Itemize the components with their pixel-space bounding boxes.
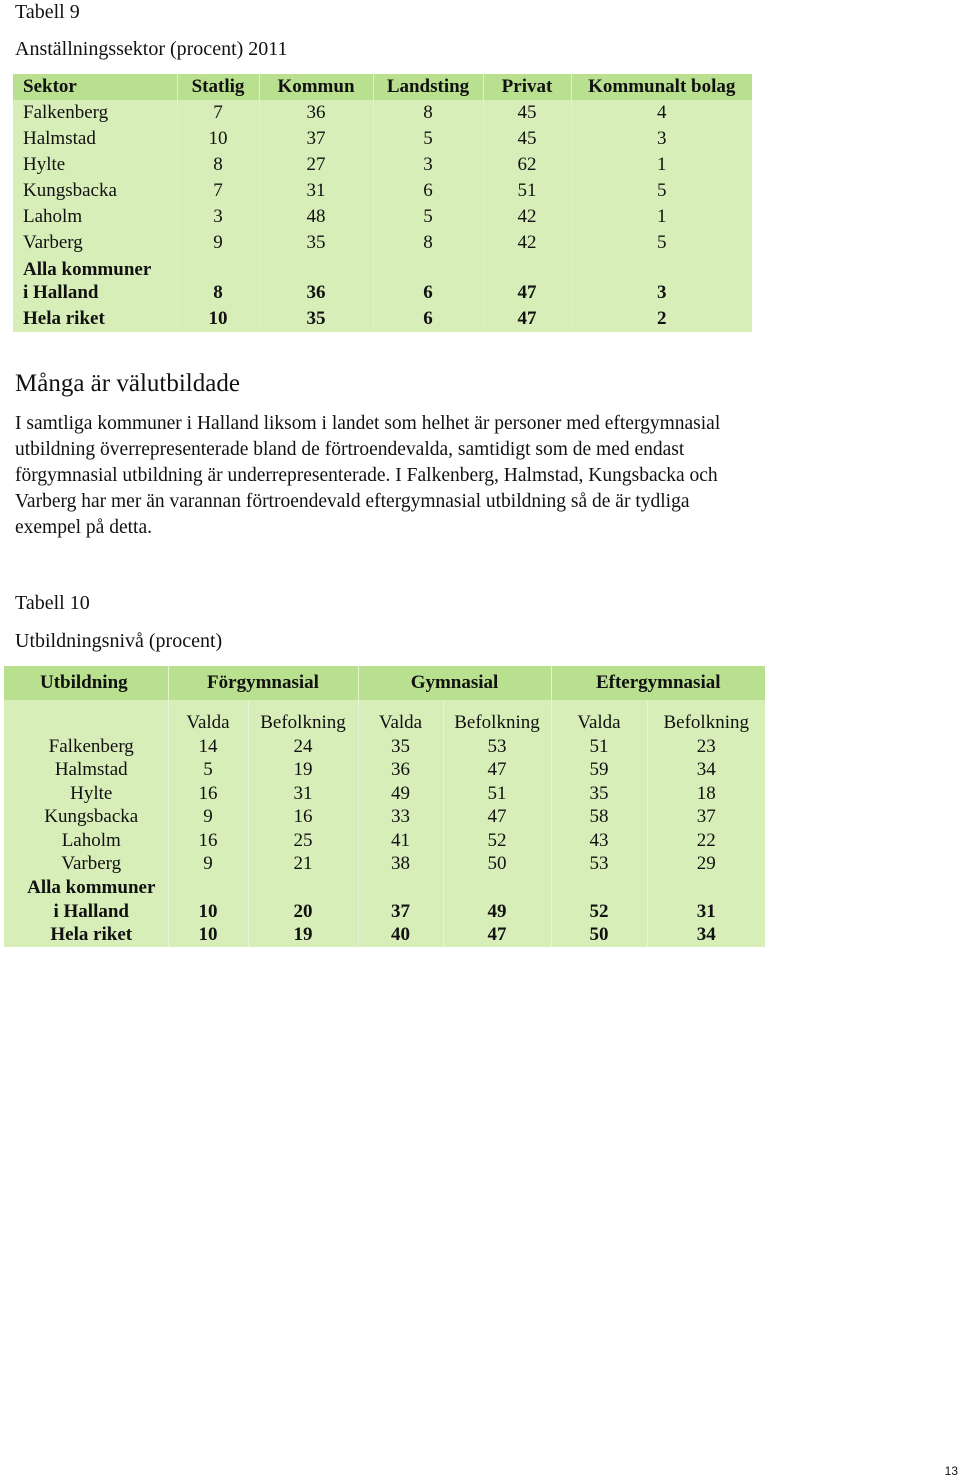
cell: 5	[168, 759, 248, 783]
cell: 50	[443, 853, 551, 877]
cell: 47	[443, 806, 551, 830]
cell: 37	[647, 806, 765, 830]
row-label: Kungsbacka	[4, 806, 168, 830]
cell: 34	[647, 759, 765, 783]
cell: 47	[443, 923, 551, 947]
column-subheader: Valda	[358, 700, 443, 735]
cell: 47	[483, 306, 571, 332]
table-row	[13, 204, 752, 230]
cell: 36	[358, 759, 443, 783]
cell: 6	[373, 256, 483, 306]
table-row	[4, 759, 765, 783]
page-number: 13	[944, 1464, 958, 1478]
column-header: Kommun	[259, 74, 373, 100]
table9	[13, 74, 752, 332]
table-row	[13, 230, 752, 256]
cell: 3	[571, 126, 752, 152]
cell: 22	[647, 829, 765, 853]
cell: 16	[248, 806, 358, 830]
cell: 51	[443, 782, 551, 806]
cell: 25	[248, 829, 358, 853]
cell: 10	[177, 306, 259, 332]
cell: 35	[259, 230, 373, 256]
table-row-total	[4, 923, 765, 947]
row-label	[13, 256, 177, 306]
cell: 7	[177, 100, 259, 126]
column-header: Statlig	[177, 74, 259, 100]
column-header: Privat	[483, 74, 571, 100]
cell: 6	[373, 178, 483, 204]
row-label-line: i Halland	[53, 900, 129, 922]
row-label: Hela riket	[4, 923, 168, 947]
cell: 35	[259, 306, 373, 332]
cell: 52	[551, 876, 647, 923]
cell: 9	[168, 853, 248, 877]
row-label: Falkenberg	[13, 100, 177, 126]
cell: 10	[177, 126, 259, 152]
cell: 24	[248, 735, 358, 759]
cell: 38	[358, 853, 443, 877]
cell: 42	[483, 230, 571, 256]
row-label-line: Alla kommuner	[23, 259, 152, 280]
section-heading: Många är välutbildade	[15, 370, 240, 397]
row-label: Varberg	[13, 230, 177, 256]
cell: 29	[647, 853, 765, 877]
cell: 6	[373, 306, 483, 332]
cell: 50	[551, 923, 647, 947]
cell: 35	[551, 782, 647, 806]
row-label: Laholm	[4, 829, 168, 853]
table10-caption: Utbildningsnivå (procent)	[15, 630, 223, 652]
cell: 33	[358, 806, 443, 830]
cell: 19	[248, 759, 358, 783]
column-subheader: Valda	[551, 700, 647, 735]
table-group-header-row	[4, 666, 765, 700]
column-subheader: Valda	[168, 700, 248, 735]
table10-label: Tabell 10	[15, 592, 90, 614]
table-row	[13, 152, 752, 178]
row-label-line: Alla kommuner	[27, 877, 156, 898]
cell: 42	[483, 204, 571, 230]
table-row	[4, 782, 765, 806]
cell: 3	[177, 204, 259, 230]
cell: 9	[168, 806, 248, 830]
cell: 31	[259, 178, 373, 204]
cell: 36	[259, 256, 373, 306]
cell: 41	[358, 829, 443, 853]
column-subheader: Befolkning	[443, 700, 551, 735]
cell: 5	[373, 204, 483, 230]
cell: 48	[259, 204, 373, 230]
table-row	[13, 178, 752, 204]
table-row	[4, 735, 765, 759]
cell: 51	[551, 735, 647, 759]
table-subheader-row	[4, 700, 765, 735]
table-row	[4, 853, 765, 877]
cell: 31	[248, 782, 358, 806]
cell: 16	[168, 829, 248, 853]
cell: 35	[358, 735, 443, 759]
cell: 1	[571, 204, 752, 230]
cell: 5	[571, 178, 752, 204]
table9-caption: Anställningssektor (procent) 2011	[15, 38, 288, 60]
column-header: Sektor	[13, 74, 177, 100]
column-subheader: Befolkning	[248, 700, 358, 735]
cell: 53	[551, 853, 647, 877]
body-paragraph: I samtliga kommuner i Halland liksom i landet som helhet är personer med eftergymnasial utbildning överrepresenterade bland de förtroendevalda, samtidigt som de med endast förgymnasial utbildning är underrepresenterade. I Falkenberg, Halmstad, Kungsbacka och Varberg har mer än varannan förtroendevald eftergymnasial utbildning så de är tydliga exempel på detta.	[15, 413, 721, 538]
cell: 1	[571, 152, 752, 178]
cell: 14	[168, 735, 248, 759]
table-header-row	[13, 74, 752, 100]
cell: 31	[647, 876, 765, 923]
cell: 8	[373, 100, 483, 126]
cell: 47	[443, 759, 551, 783]
table-row	[13, 126, 752, 152]
row-label: Hela riket	[13, 306, 177, 332]
row-label: Hylte	[13, 152, 177, 178]
table-row-total	[4, 876, 765, 923]
cell: 10	[168, 876, 248, 923]
cell: 23	[647, 735, 765, 759]
cell: 45	[483, 126, 571, 152]
row-label-line: i Halland	[23, 282, 99, 303]
cell: 7	[177, 178, 259, 204]
table-row-total	[13, 306, 752, 332]
cell: 18	[647, 782, 765, 806]
cell: 37	[358, 876, 443, 923]
cell: 34	[647, 923, 765, 947]
cell: 43	[551, 829, 647, 853]
cell: 58	[551, 806, 647, 830]
cell: 59	[551, 759, 647, 783]
row-label: Falkenberg	[4, 735, 168, 759]
table-row	[4, 806, 765, 830]
cell: 4	[571, 100, 752, 126]
column-group-header: Eftergymnasial	[551, 666, 765, 700]
column-group-header: Utbildning	[4, 666, 168, 700]
cell: 27	[259, 152, 373, 178]
row-label: Halmstad	[4, 759, 168, 783]
cell: 37	[259, 126, 373, 152]
table9-label: Tabell 9	[15, 1, 80, 23]
cell: 62	[483, 152, 571, 178]
row-label: Halmstad	[13, 126, 177, 152]
row-label: Laholm	[13, 204, 177, 230]
row-label: Kungsbacka	[13, 178, 177, 204]
cell: 8	[177, 152, 259, 178]
cell: 20	[248, 876, 358, 923]
column-group-header: Förgymnasial	[168, 666, 358, 700]
cell: 16	[168, 782, 248, 806]
cell: 5	[373, 126, 483, 152]
table-row-total	[13, 256, 752, 306]
column-group-header: Gymnasial	[358, 666, 551, 700]
cell: 51	[483, 178, 571, 204]
empty-cell	[4, 700, 168, 735]
cell: 9	[177, 230, 259, 256]
table-row	[4, 829, 765, 853]
column-subheader: Befolkning	[647, 700, 765, 735]
cell: 8	[373, 230, 483, 256]
row-label: Hylte	[4, 782, 168, 806]
table-row	[13, 100, 752, 126]
row-label: Varberg	[4, 853, 168, 877]
column-header: Kommunalt bolag	[571, 74, 752, 100]
row-label	[4, 876, 168, 923]
table10	[4, 666, 765, 947]
cell: 10	[168, 923, 248, 947]
cell: 53	[443, 735, 551, 759]
cell: 36	[259, 100, 373, 126]
cell: 49	[358, 782, 443, 806]
cell: 40	[358, 923, 443, 947]
cell: 19	[248, 923, 358, 947]
cell: 49	[443, 876, 551, 923]
cell: 3	[373, 152, 483, 178]
cell: 52	[443, 829, 551, 853]
cell: 45	[483, 100, 571, 126]
column-header: Landsting	[373, 74, 483, 100]
cell: 3	[571, 256, 752, 306]
cell: 21	[248, 853, 358, 877]
cell: 47	[483, 256, 571, 306]
cell: 8	[177, 256, 259, 306]
cell: 2	[571, 306, 752, 332]
cell: 5	[571, 230, 752, 256]
